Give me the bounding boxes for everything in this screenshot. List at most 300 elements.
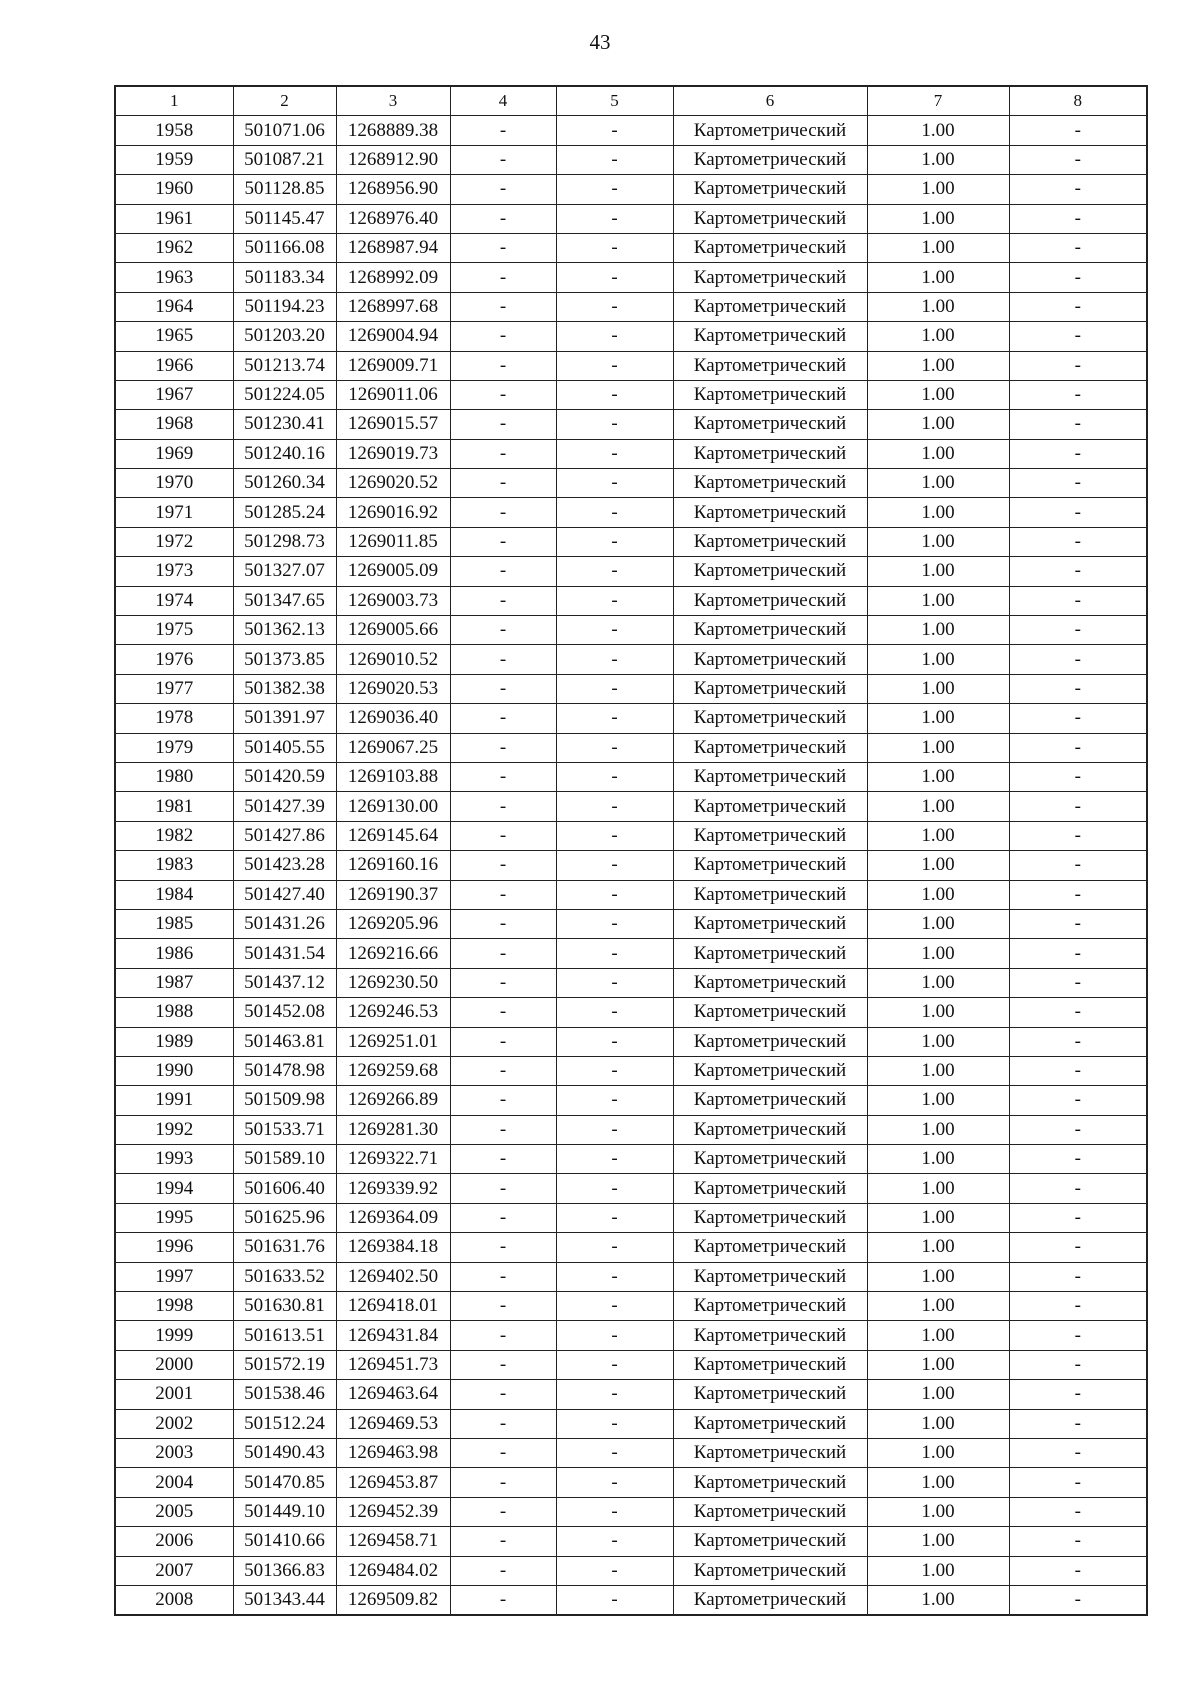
accuracy-cell: 1.00 xyxy=(867,1409,1009,1438)
x-coordinate-cell: 501260.34 xyxy=(233,469,336,498)
x-coordinate-cell: 501452.08 xyxy=(233,998,336,1027)
accuracy-cell: 1.00 xyxy=(867,1115,1009,1144)
y-coordinate-cell: 1269160.16 xyxy=(336,851,450,880)
x-coordinate-cell: 501631.76 xyxy=(233,1233,336,1262)
x-coordinate-cell: 501533.71 xyxy=(233,1115,336,1144)
accuracy-cell: 1.00 xyxy=(867,322,1009,351)
col8-cell: - xyxy=(1009,792,1147,821)
table-row xyxy=(115,1145,1147,1174)
accuracy-cell: 1.00 xyxy=(867,645,1009,674)
table-row xyxy=(115,704,1147,733)
method-cell: Картометрический xyxy=(673,792,867,821)
table-row xyxy=(115,821,1147,850)
method-cell: Картометрический xyxy=(673,439,867,468)
col8-cell: - xyxy=(1009,1262,1147,1291)
x-coordinate-cell: 501427.40 xyxy=(233,880,336,909)
method-cell: Картометрический xyxy=(673,1203,867,1232)
x-coordinate-cell: 501630.81 xyxy=(233,1292,336,1321)
y-coordinate-cell: 1269020.52 xyxy=(336,469,450,498)
table-row xyxy=(115,292,1147,321)
table-row xyxy=(115,469,1147,498)
point-number-cell: 1994 xyxy=(115,1174,233,1203)
col4-cell: - xyxy=(450,1321,556,1350)
point-number-cell: 1960 xyxy=(115,175,233,204)
y-coordinate-cell: 1269463.64 xyxy=(336,1380,450,1409)
col8-cell: - xyxy=(1009,1497,1147,1526)
col8-cell: - xyxy=(1009,1292,1147,1321)
accuracy-cell: 1.00 xyxy=(867,1380,1009,1409)
col4-cell: - xyxy=(450,792,556,821)
point-number-cell: 1992 xyxy=(115,1115,233,1144)
column-header: 4 xyxy=(450,86,556,116)
table-row xyxy=(115,410,1147,439)
point-number-cell: 1972 xyxy=(115,527,233,556)
y-coordinate-cell: 1268987.94 xyxy=(336,233,450,262)
y-coordinate-cell: 1269009.71 xyxy=(336,351,450,380)
point-number-cell: 2006 xyxy=(115,1527,233,1556)
col8-cell: - xyxy=(1009,909,1147,938)
x-coordinate-cell: 501572.19 xyxy=(233,1350,336,1379)
method-cell: Картометрический xyxy=(673,616,867,645)
y-coordinate-cell: 1269322.71 xyxy=(336,1145,450,1174)
col8-cell: - xyxy=(1009,380,1147,409)
x-coordinate-cell: 501427.86 xyxy=(233,821,336,850)
x-coordinate-cell: 501613.51 xyxy=(233,1321,336,1350)
col5-cell: - xyxy=(556,498,673,527)
col4-cell: - xyxy=(450,1468,556,1497)
point-number-cell: 1991 xyxy=(115,1086,233,1115)
col5-cell: - xyxy=(556,1086,673,1115)
table-row xyxy=(115,1203,1147,1232)
table-row xyxy=(115,439,1147,468)
accuracy-cell: 1.00 xyxy=(867,939,1009,968)
x-coordinate-cell: 501606.40 xyxy=(233,1174,336,1203)
point-number-cell: 1962 xyxy=(115,233,233,262)
col4-cell: - xyxy=(450,616,556,645)
col5-cell: - xyxy=(556,1527,673,1556)
col8-cell: - xyxy=(1009,292,1147,321)
point-number-cell: 2005 xyxy=(115,1497,233,1526)
table-row xyxy=(115,645,1147,674)
col4-cell: - xyxy=(450,498,556,527)
x-coordinate-cell: 501166.08 xyxy=(233,233,336,262)
col4-cell: - xyxy=(450,527,556,556)
table-row xyxy=(115,116,1147,145)
table-row xyxy=(115,380,1147,409)
y-coordinate-cell: 1269011.06 xyxy=(336,380,450,409)
point-number-cell: 1982 xyxy=(115,821,233,850)
col5-cell: - xyxy=(556,1468,673,1497)
accuracy-cell: 1.00 xyxy=(867,233,1009,262)
col8-cell: - xyxy=(1009,968,1147,997)
col4-cell: - xyxy=(450,762,556,791)
col4-cell: - xyxy=(450,645,556,674)
y-coordinate-cell: 1269339.92 xyxy=(336,1174,450,1203)
point-number-cell: 1999 xyxy=(115,1321,233,1350)
col4-cell: - xyxy=(450,1115,556,1144)
x-coordinate-cell: 501145.47 xyxy=(233,204,336,233)
col5-cell: - xyxy=(556,998,673,1027)
col4-cell: - xyxy=(450,674,556,703)
table-row xyxy=(115,998,1147,1027)
col4-cell: - xyxy=(450,263,556,292)
method-cell: Картометрический xyxy=(673,1145,867,1174)
x-coordinate-cell: 501410.66 xyxy=(233,1527,336,1556)
col4-cell: - xyxy=(450,292,556,321)
table-header-row xyxy=(115,86,1147,116)
accuracy-cell: 1.00 xyxy=(867,1086,1009,1115)
y-coordinate-cell: 1269005.09 xyxy=(336,557,450,586)
table-row xyxy=(115,498,1147,527)
x-coordinate-cell: 501437.12 xyxy=(233,968,336,997)
table-row xyxy=(115,1409,1147,1438)
col5-cell: - xyxy=(556,1556,673,1585)
y-coordinate-cell: 1269010.52 xyxy=(336,645,450,674)
accuracy-cell: 1.00 xyxy=(867,469,1009,498)
table-row xyxy=(115,762,1147,791)
col8-cell: - xyxy=(1009,410,1147,439)
y-coordinate-cell: 1269011.85 xyxy=(336,527,450,556)
method-cell: Картометрический xyxy=(673,116,867,145)
accuracy-cell: 1.00 xyxy=(867,557,1009,586)
col5-cell: - xyxy=(556,1497,673,1526)
method-cell: Картометрический xyxy=(673,1468,867,1497)
col4-cell: - xyxy=(450,1409,556,1438)
col5-cell: - xyxy=(556,733,673,762)
table-row xyxy=(115,1115,1147,1144)
col4-cell: - xyxy=(450,1262,556,1291)
point-number-cell: 1977 xyxy=(115,674,233,703)
x-coordinate-cell: 501449.10 xyxy=(233,1497,336,1526)
accuracy-cell: 1.00 xyxy=(867,851,1009,880)
col8-cell: - xyxy=(1009,645,1147,674)
accuracy-cell: 1.00 xyxy=(867,439,1009,468)
col5-cell: - xyxy=(556,1145,673,1174)
col5-cell: - xyxy=(556,557,673,586)
col5-cell: - xyxy=(556,263,673,292)
y-coordinate-cell: 1269216.66 xyxy=(336,939,450,968)
y-coordinate-cell: 1269246.53 xyxy=(336,998,450,1027)
table-row xyxy=(115,204,1147,233)
y-coordinate-cell: 1269103.88 xyxy=(336,762,450,791)
accuracy-cell: 1.00 xyxy=(867,175,1009,204)
point-number-cell: 1961 xyxy=(115,204,233,233)
col4-cell: - xyxy=(450,1086,556,1115)
y-coordinate-cell: 1269036.40 xyxy=(336,704,450,733)
method-cell: Картометрический xyxy=(673,998,867,1027)
col4-cell: - xyxy=(450,909,556,938)
point-number-cell: 1975 xyxy=(115,616,233,645)
method-cell: Картометрический xyxy=(673,1585,867,1615)
col5-cell: - xyxy=(556,704,673,733)
method-cell: Картометрический xyxy=(673,1262,867,1291)
x-coordinate-cell: 501625.96 xyxy=(233,1203,336,1232)
point-number-cell: 1969 xyxy=(115,439,233,468)
col4-cell: - xyxy=(450,1233,556,1262)
col8-cell: - xyxy=(1009,322,1147,351)
method-cell: Картометрический xyxy=(673,351,867,380)
y-coordinate-cell: 1269205.96 xyxy=(336,909,450,938)
y-coordinate-cell: 1268956.90 xyxy=(336,175,450,204)
col4-cell: - xyxy=(450,1292,556,1321)
accuracy-cell: 1.00 xyxy=(867,1203,1009,1232)
col5-cell: - xyxy=(556,586,673,615)
accuracy-cell: 1.00 xyxy=(867,292,1009,321)
col8-cell: - xyxy=(1009,733,1147,762)
y-coordinate-cell: 1269145.64 xyxy=(336,821,450,850)
col4-cell: - xyxy=(450,557,556,586)
col8-cell: - xyxy=(1009,1056,1147,1085)
table-row xyxy=(115,1174,1147,1203)
col4-cell: - xyxy=(450,1380,556,1409)
x-coordinate-cell: 501490.43 xyxy=(233,1438,336,1467)
accuracy-cell: 1.00 xyxy=(867,1262,1009,1291)
y-coordinate-cell: 1269019.73 xyxy=(336,439,450,468)
col8-cell: - xyxy=(1009,351,1147,380)
accuracy-cell: 1.00 xyxy=(867,909,1009,938)
method-cell: Картометрический xyxy=(673,527,867,556)
x-coordinate-cell: 501240.16 xyxy=(233,439,336,468)
x-coordinate-cell: 501463.81 xyxy=(233,1027,336,1056)
col4-cell: - xyxy=(450,439,556,468)
col4-cell: - xyxy=(450,1527,556,1556)
x-coordinate-cell: 501589.10 xyxy=(233,1145,336,1174)
coordinates-table xyxy=(114,85,1148,1616)
method-cell: Картометрический xyxy=(673,233,867,262)
accuracy-cell: 1.00 xyxy=(867,145,1009,174)
col5-cell: - xyxy=(556,1380,673,1409)
column-header: 2 xyxy=(233,86,336,116)
col8-cell: - xyxy=(1009,1321,1147,1350)
table-row xyxy=(115,1350,1147,1379)
col4-cell: - xyxy=(450,469,556,498)
point-number-cell: 1983 xyxy=(115,851,233,880)
method-cell: Картометрический xyxy=(673,1233,867,1262)
x-coordinate-cell: 501470.85 xyxy=(233,1468,336,1497)
accuracy-cell: 1.00 xyxy=(867,674,1009,703)
method-cell: Картометрический xyxy=(673,1497,867,1526)
x-coordinate-cell: 501213.74 xyxy=(233,351,336,380)
point-number-cell: 1959 xyxy=(115,145,233,174)
table-row xyxy=(115,1380,1147,1409)
table-row xyxy=(115,1027,1147,1056)
col5-cell: - xyxy=(556,968,673,997)
point-number-cell: 1979 xyxy=(115,733,233,762)
point-number-cell: 1995 xyxy=(115,1203,233,1232)
x-coordinate-cell: 501478.98 xyxy=(233,1056,336,1085)
point-number-cell: 1989 xyxy=(115,1027,233,1056)
accuracy-cell: 1.00 xyxy=(867,616,1009,645)
col5-cell: - xyxy=(556,469,673,498)
point-number-cell: 2007 xyxy=(115,1556,233,1585)
coordinates-table-container xyxy=(114,85,1148,1616)
table-row xyxy=(115,968,1147,997)
column-header: 5 xyxy=(556,86,673,116)
point-number-cell: 2003 xyxy=(115,1438,233,1467)
x-coordinate-cell: 501203.20 xyxy=(233,322,336,351)
col8-cell: - xyxy=(1009,616,1147,645)
col5-cell: - xyxy=(556,145,673,174)
x-coordinate-cell: 501362.13 xyxy=(233,616,336,645)
y-coordinate-cell: 1269431.84 xyxy=(336,1321,450,1350)
col8-cell: - xyxy=(1009,998,1147,1027)
y-coordinate-cell: 1269384.18 xyxy=(336,1233,450,1262)
table-body xyxy=(115,116,1147,1615)
col4-cell: - xyxy=(450,939,556,968)
col8-cell: - xyxy=(1009,498,1147,527)
accuracy-cell: 1.00 xyxy=(867,351,1009,380)
accuracy-cell: 1.00 xyxy=(867,1438,1009,1467)
method-cell: Картометрический xyxy=(673,645,867,674)
table-row xyxy=(115,322,1147,351)
y-coordinate-cell: 1269251.01 xyxy=(336,1027,450,1056)
point-number-cell: 1967 xyxy=(115,380,233,409)
x-coordinate-cell: 501285.24 xyxy=(233,498,336,527)
y-coordinate-cell: 1269003.73 xyxy=(336,586,450,615)
table-row xyxy=(115,1233,1147,1262)
table-row xyxy=(115,909,1147,938)
col8-cell: - xyxy=(1009,233,1147,262)
method-cell: Картометрический xyxy=(673,263,867,292)
col5-cell: - xyxy=(556,821,673,850)
accuracy-cell: 1.00 xyxy=(867,1233,1009,1262)
y-coordinate-cell: 1269005.66 xyxy=(336,616,450,645)
point-number-cell: 1976 xyxy=(115,645,233,674)
point-number-cell: 1981 xyxy=(115,792,233,821)
col5-cell: - xyxy=(556,939,673,968)
table-row xyxy=(115,674,1147,703)
col5-cell: - xyxy=(556,674,673,703)
y-coordinate-cell: 1269004.94 xyxy=(336,322,450,351)
y-coordinate-cell: 1269402.50 xyxy=(336,1262,450,1291)
accuracy-cell: 1.00 xyxy=(867,1497,1009,1526)
x-coordinate-cell: 501230.41 xyxy=(233,410,336,439)
method-cell: Картометрический xyxy=(673,410,867,439)
col4-cell: - xyxy=(450,998,556,1027)
y-coordinate-cell: 1269067.25 xyxy=(336,733,450,762)
col8-cell: - xyxy=(1009,821,1147,850)
y-coordinate-cell: 1269463.98 xyxy=(336,1438,450,1467)
col8-cell: - xyxy=(1009,1203,1147,1232)
table-row xyxy=(115,792,1147,821)
point-number-cell: 1973 xyxy=(115,557,233,586)
col5-cell: - xyxy=(556,380,673,409)
table-row xyxy=(115,733,1147,762)
point-number-cell: 2002 xyxy=(115,1409,233,1438)
x-coordinate-cell: 501420.59 xyxy=(233,762,336,791)
point-number-cell: 1985 xyxy=(115,909,233,938)
col8-cell: - xyxy=(1009,557,1147,586)
method-cell: Картометрический xyxy=(673,322,867,351)
x-coordinate-cell: 501366.83 xyxy=(233,1556,336,1585)
method-cell: Картометрический xyxy=(673,498,867,527)
col4-cell: - xyxy=(450,380,556,409)
y-coordinate-cell: 1269281.30 xyxy=(336,1115,450,1144)
x-coordinate-cell: 501298.73 xyxy=(233,527,336,556)
col5-cell: - xyxy=(556,616,673,645)
y-coordinate-cell: 1269364.09 xyxy=(336,1203,450,1232)
col8-cell: - xyxy=(1009,1468,1147,1497)
col8-cell: - xyxy=(1009,880,1147,909)
method-cell: Картометрический xyxy=(673,292,867,321)
accuracy-cell: 1.00 xyxy=(867,498,1009,527)
x-coordinate-cell: 501633.52 xyxy=(233,1262,336,1291)
col4-cell: - xyxy=(450,322,556,351)
method-cell: Картометрический xyxy=(673,880,867,909)
accuracy-cell: 1.00 xyxy=(867,1350,1009,1379)
col4-cell: - xyxy=(450,586,556,615)
col5-cell: - xyxy=(556,527,673,556)
point-number-cell: 1998 xyxy=(115,1292,233,1321)
col4-cell: - xyxy=(450,1497,556,1526)
table-row xyxy=(115,1438,1147,1467)
method-cell: Картометрический xyxy=(673,851,867,880)
col8-cell: - xyxy=(1009,704,1147,733)
x-coordinate-cell: 501509.98 xyxy=(233,1086,336,1115)
point-number-cell: 2004 xyxy=(115,1468,233,1497)
accuracy-cell: 1.00 xyxy=(867,1585,1009,1615)
col4-cell: - xyxy=(450,1174,556,1203)
method-cell: Картометрический xyxy=(673,968,867,997)
accuracy-cell: 1.00 xyxy=(867,1145,1009,1174)
col5-cell: - xyxy=(556,792,673,821)
table-row xyxy=(115,1056,1147,1085)
col4-cell: - xyxy=(450,1585,556,1615)
col4-cell: - xyxy=(450,880,556,909)
point-number-cell: 1974 xyxy=(115,586,233,615)
col8-cell: - xyxy=(1009,527,1147,556)
accuracy-cell: 1.00 xyxy=(867,998,1009,1027)
col8-cell: - xyxy=(1009,586,1147,615)
accuracy-cell: 1.00 xyxy=(867,204,1009,233)
method-cell: Картометрический xyxy=(673,469,867,498)
x-coordinate-cell: 501183.34 xyxy=(233,263,336,292)
y-coordinate-cell: 1269130.00 xyxy=(336,792,450,821)
col5-cell: - xyxy=(556,351,673,380)
table-row xyxy=(115,351,1147,380)
point-number-cell: 1964 xyxy=(115,292,233,321)
method-cell: Картометрический xyxy=(673,939,867,968)
column-header: 1 xyxy=(115,86,233,116)
col8-cell: - xyxy=(1009,204,1147,233)
col8-cell: - xyxy=(1009,1527,1147,1556)
table-row xyxy=(115,233,1147,262)
col8-cell: - xyxy=(1009,1409,1147,1438)
col8-cell: - xyxy=(1009,1115,1147,1144)
col5-cell: - xyxy=(556,1262,673,1291)
point-number-cell: 1988 xyxy=(115,998,233,1027)
col5-cell: - xyxy=(556,645,673,674)
table-row xyxy=(115,1585,1147,1615)
col4-cell: - xyxy=(450,351,556,380)
accuracy-cell: 1.00 xyxy=(867,733,1009,762)
point-number-cell: 1971 xyxy=(115,498,233,527)
x-coordinate-cell: 501343.44 xyxy=(233,1585,336,1615)
point-number-cell: 1986 xyxy=(115,939,233,968)
col5-cell: - xyxy=(556,909,673,938)
accuracy-cell: 1.00 xyxy=(867,1027,1009,1056)
point-number-cell: 1980 xyxy=(115,762,233,791)
point-number-cell: 1958 xyxy=(115,116,233,145)
col8-cell: - xyxy=(1009,263,1147,292)
point-number-cell: 1966 xyxy=(115,351,233,380)
col5-cell: - xyxy=(556,410,673,439)
table-row xyxy=(115,851,1147,880)
col5-cell: - xyxy=(556,1056,673,1085)
point-number-cell: 2001 xyxy=(115,1380,233,1409)
y-coordinate-cell: 1269190.37 xyxy=(336,880,450,909)
y-coordinate-cell: 1268912.90 xyxy=(336,145,450,174)
